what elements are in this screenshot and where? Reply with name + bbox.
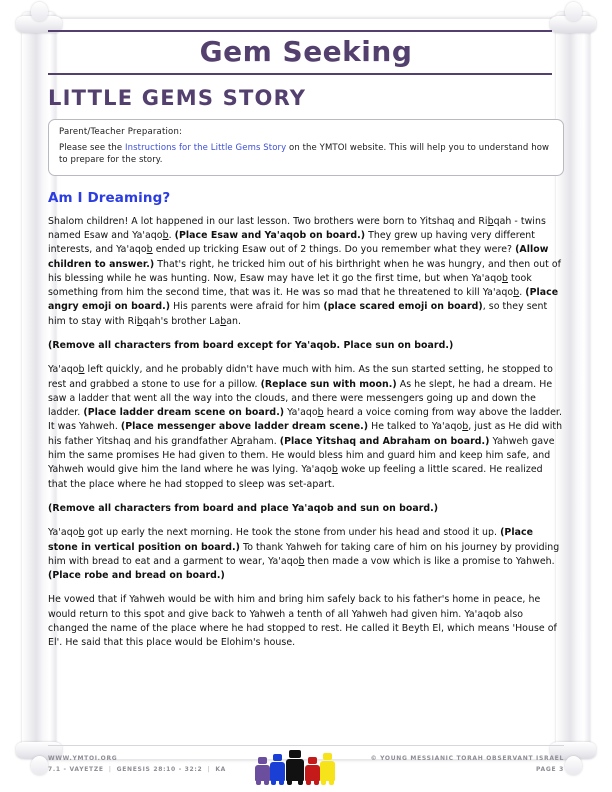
scroll-knob-top-left [31,2,48,21]
ymtoi-logo [255,747,341,781]
footer-scripture: GENESIS 28:10 - 32:2 [116,766,203,774]
scroll-knob-bottom-left [31,756,48,775]
stage-direction: (place scared emoji on board) [323,301,483,313]
text-run-underline: b [162,229,169,241]
text-run: an. [226,315,242,327]
text-run-underline: b [487,215,494,227]
text-run: His parents were afraid for him [170,301,324,313]
text-run: heard a voice coming from way above the ladder. It was Yahweh. [48,407,562,433]
scroll-knob-top-right [565,2,582,21]
text-run: Ya'aqo [284,407,318,419]
logo-figure-yellow [320,753,335,781]
stage-direction: (Place messenger above ladder dream scene.) [120,421,369,433]
text-run: raham. [243,435,280,447]
text-run: Ya'aqo [48,364,79,376]
story-paragraph-1 [48,215,564,329]
footer-columns [48,753,564,781]
footer-code: KA [215,766,227,774]
text-run: then made a vow which is like a promise to Yahweh. [304,555,555,567]
text-run: left quickly, and he probably didn't have much with him. As the sun started setting, he stopped to rest and grabbed a stone to use for a pillow. [48,364,553,390]
story-paragraph-4: He vowed that if Yahweh would be with him and bring him safely back to his father's home in peace, he would return to this spot and give back to Yahweh a tenth of all Yahweh had given him. Ya'aqob also changed the name of the place where he had stopped to rest. He called it Beyth El, which means 'House of El'. He said that this place would be Elohim's house. [48,594,557,649]
text-run-underline: b [146,244,153,256]
prep-box-heading: Parent/Teacher Preparation: [59,127,183,137]
footer-website[interactable]: WWW.YMTOI.ORG [48,755,118,762]
scroll-knob-bottom-right [565,756,582,775]
stage-direction: (Allow children to answer.) [48,244,549,270]
text-run: qah's brother La [142,315,221,327]
footer-separator-1: | [108,766,112,774]
stage-direction: (Place ladder dream scene on board.) [83,407,285,419]
page-content [48,20,564,756]
instructions-link[interactable]: Instructions for the Little Gems Story [125,143,287,153]
text-run: took something from him the second time, that was it. He was so mad that he threatened to kill Ya'aqo [48,272,532,299]
footer-right [371,753,564,776]
logo-head [289,750,301,758]
prep-box-body [59,142,553,167]
footer-page-number: PAGE 3 [536,766,564,774]
text-run-underline: b [462,421,469,433]
stage-direction: (Place Yitshaq and Abraham on board.) [279,435,490,447]
text-run: Ya'aqo [48,527,79,539]
prep-box [48,119,564,176]
title-rule-bottom [48,73,552,75]
stage-direction: (Place stone in vertical position on board.) [48,527,533,553]
page-subtitle: LITTLE GEMS STORY [48,86,307,110]
footer-copyright: © YOUNG MESSIANIC TORAH OBSERVANT ISRAEL [370,755,564,762]
footer-separator-2: | [207,766,211,774]
logo-body [270,762,285,781]
logo-figure-blue [270,754,285,781]
text-run: woke up feeling a little scared. He realized that the place where he had stopped to sleep was set-apart. [48,464,543,490]
text-run-underline: b [513,287,520,299]
text-run-underline: b [317,407,324,419]
text-run-underline: b [501,272,508,284]
logo-body [255,765,270,781]
text-run: , so they sent him to stay with Ri [48,301,548,327]
text-run: That's right, he tricked him out of his birthright when he was hungry, and then out of his blessing while he was hunting. Now, Esaw may have let it go the first time, but when Ya'aqo [48,258,561,284]
text-run: Yahweh gave him the same promises He had given to them. He would bless him and guard him and keep him safe, and Yahweh would give him the land where he was lying. Ya'aqo [48,435,555,476]
stage-direction-2: (Remove all characters from board and place Ya'aqob and sun on board.) [48,502,439,514]
page-footer [48,745,564,787]
footer-parsha: 7.1 - VAYETZE [48,766,104,774]
text-run-underline: b [78,527,85,539]
story-paragraph-2 [48,363,564,492]
text-run: They grew up having very different interests, and Ya'aqo [48,229,536,256]
text-run: As he slept, he had a dream. He saw a ladder that went all the way into the clouds, and there were messengers going up and down the ladder. [48,378,553,419]
logo-body [305,765,320,781]
prep-text-after: on the YMTOI website. This will help you to understand how to prepare for the story. [59,143,550,166]
text-run-underline: b [136,315,143,327]
text-run: . [168,229,175,241]
prep-text-before: Please see the [59,143,126,153]
logo-body [320,761,335,781]
text-run-underline: b [331,464,338,476]
page-title: Gem Seeking [199,35,413,68]
text-run-underline: b [237,435,244,447]
stage-direction: (Place robe and bread on board.) [48,570,225,582]
text-run-underline: b [220,315,227,327]
text-run-underline: b [298,555,305,567]
stage-direction-1: (Remove all characters from board except for Ya'aqob. Place sun on board.) [48,340,454,351]
logo-head [308,757,317,764]
text-run: Shalom children! A lot happened in our last lesson. Two brothers were born to Yitshaq and Ri [48,215,488,227]
logo-figure-black [286,750,304,781]
logo-figure-red [305,757,320,781]
logo-figure-purple [255,757,270,781]
text-run: ended up tricking Esaw out of 2 things. Do you remember what they were? [152,244,516,256]
text-run: He talked to Ya'aqo [368,421,463,433]
section-heading: Am I Dreaming? [48,189,171,206]
story-paragraph-3 [48,526,564,583]
text-run: To thank Yahweh for taking care of him on his journey by providing him with bread to eat and a garment to wear, Ya'aqo [48,541,560,567]
footer-divider [48,745,564,746]
logo-head [258,757,267,764]
logo-head [273,754,282,761]
stage-direction: (Place angry emoji on board.) [48,287,559,313]
text-run: qah - twins named Esaw and Ya'aqo [48,215,546,241]
footer-left [48,753,226,776]
stage-direction: (Replace sun with moon.) [260,378,397,390]
stage-direction: (Place Esaw and Ya'aqob on board.) [174,229,366,241]
text-run: . [519,287,526,299]
logo-body [286,759,304,781]
footer-reference [48,764,226,775]
logo-head [323,753,332,760]
text-run: , just as He did with his father Yitshaq and his grandfather A [48,421,563,447]
text-run: got up early the next morning. He took the stone from under his head and stood it up. [84,527,501,539]
text-run-underline: b [78,364,85,376]
